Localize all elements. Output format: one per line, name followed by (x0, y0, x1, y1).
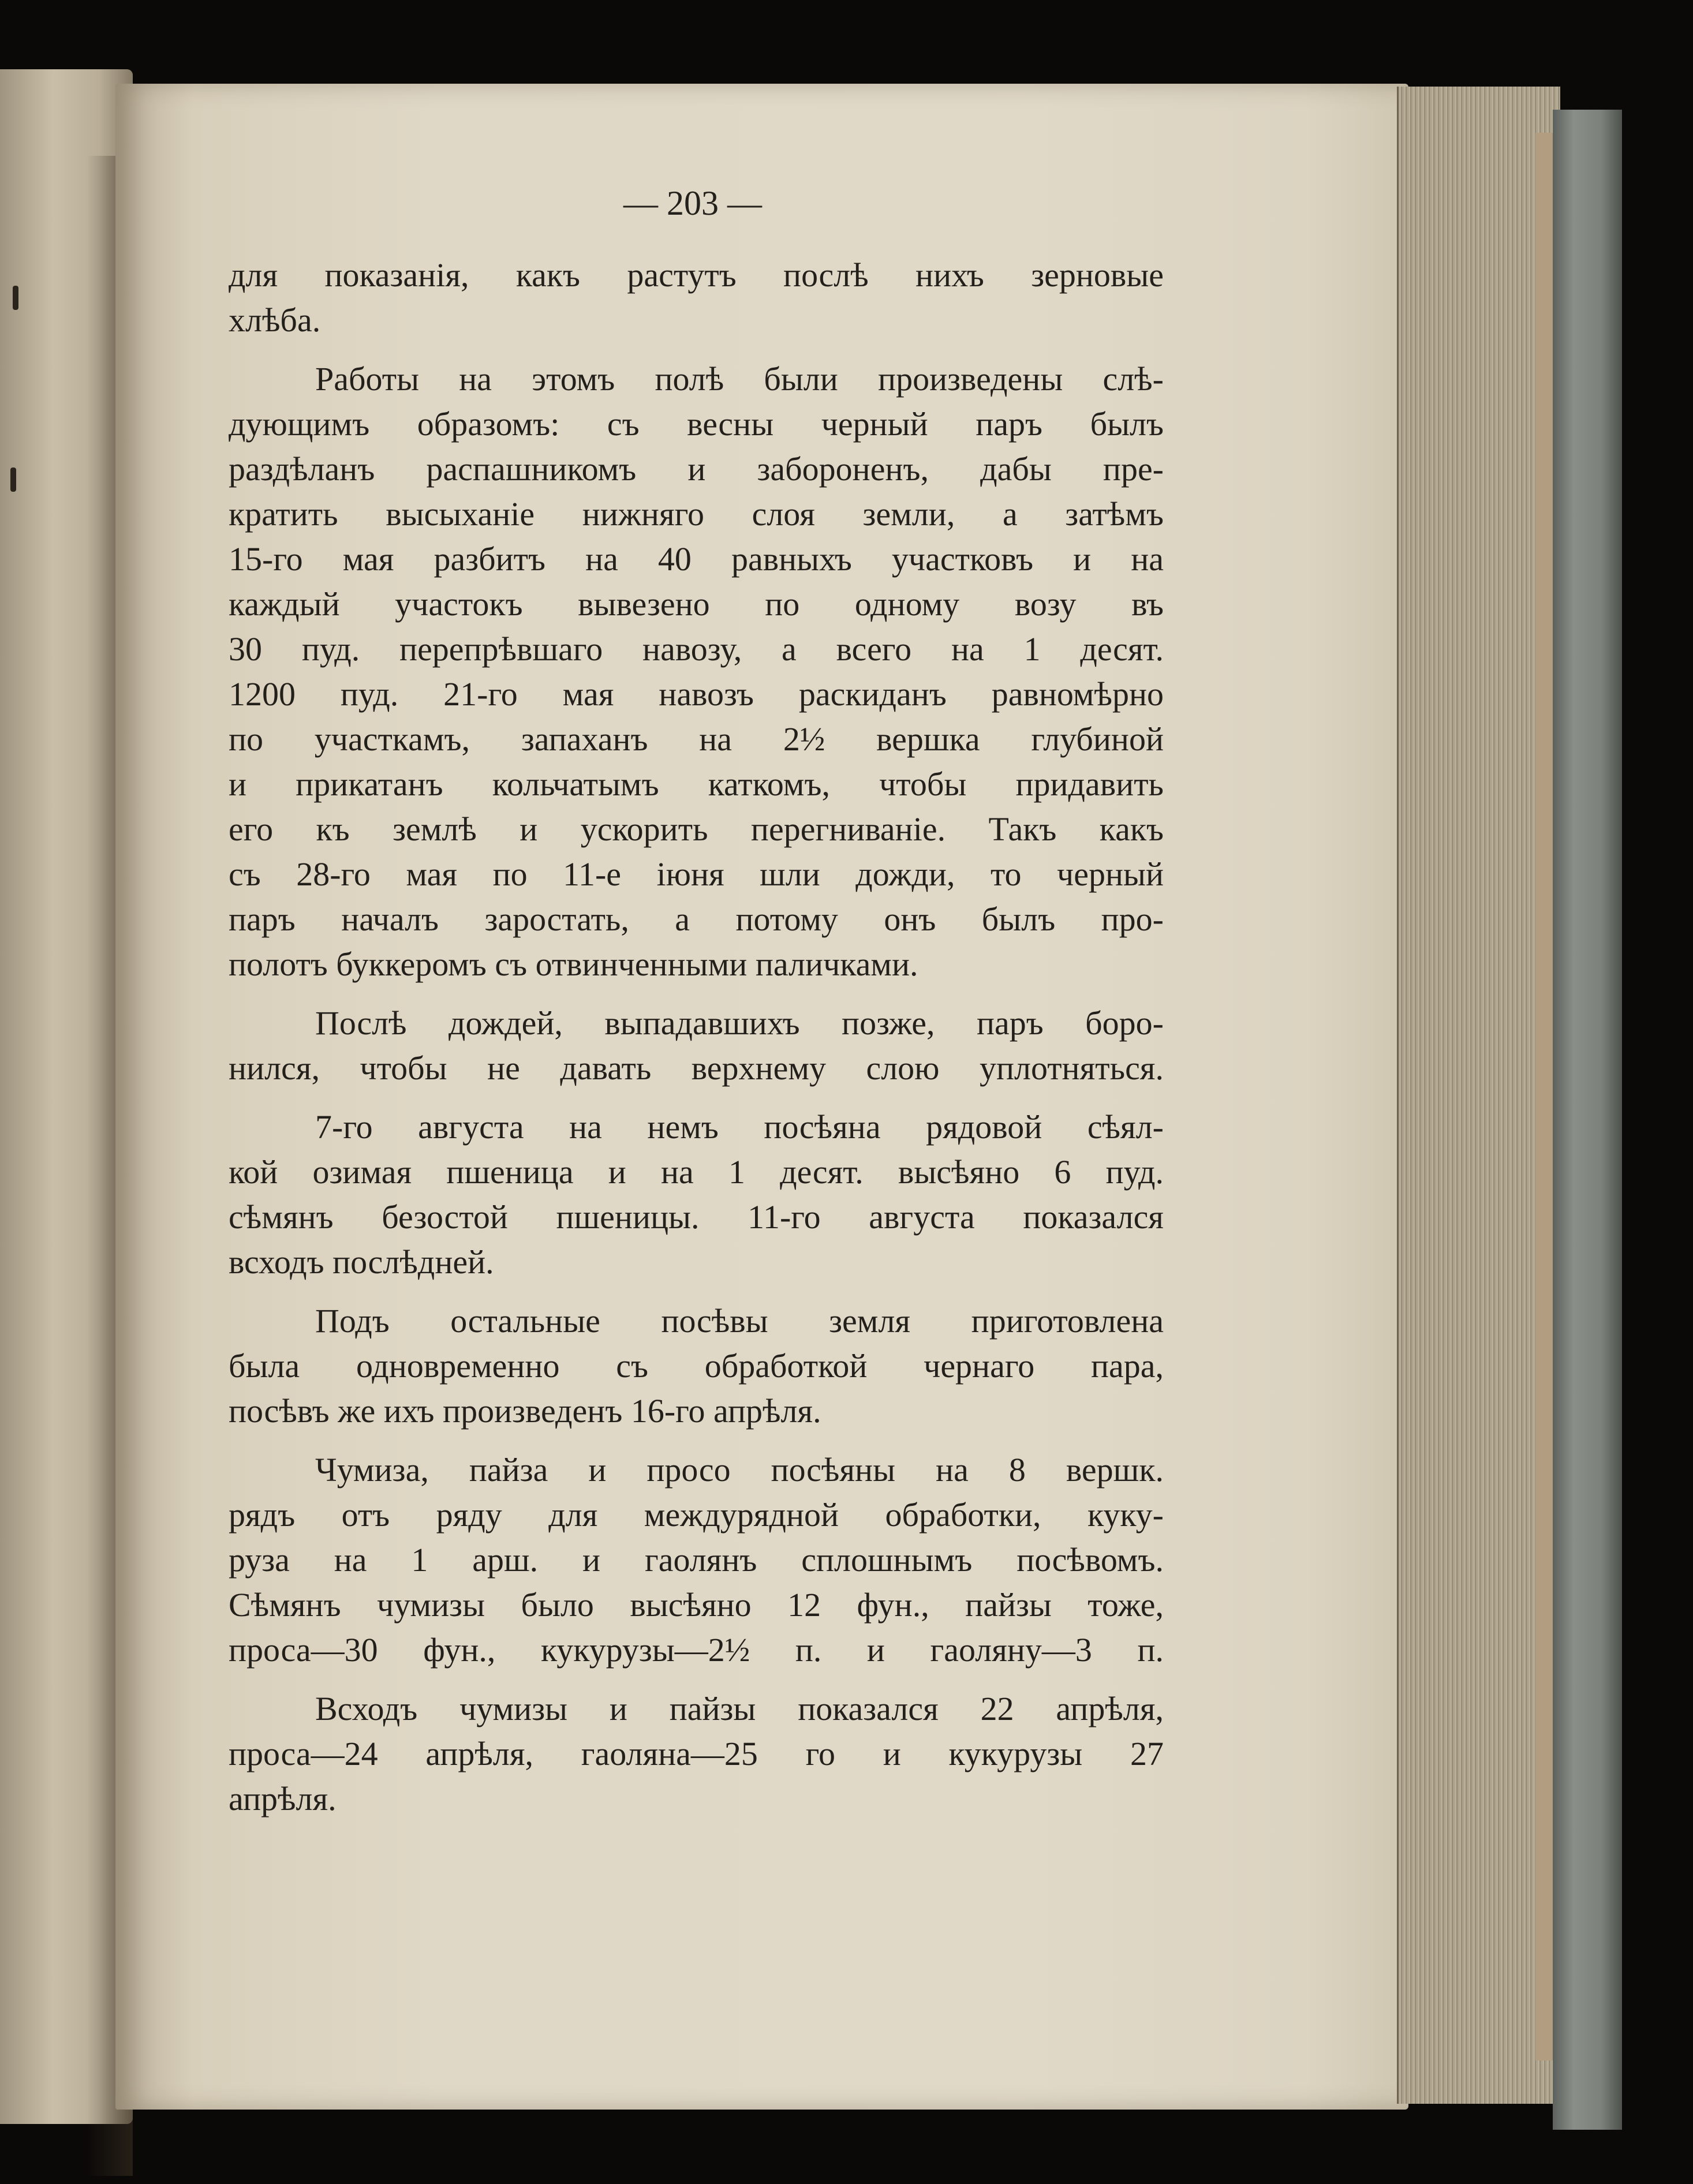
previous-page-edge (0, 69, 133, 2124)
ink-mark (13, 286, 18, 310)
text-line: по участкамъ, запаханъ на 2½ вершка глубиной (229, 720, 1164, 758)
text-line: посѣвъ же ихъ произведенъ 16-го апрѣля. (229, 1392, 821, 1430)
text-line: его къ землѣ и ускорить перегниваніе. Такъ какъ (229, 810, 1164, 848)
book-cover-board (1553, 110, 1622, 2130)
text-line: съ 28-го мая по 11-е іюня шли дожди, то черный (229, 855, 1164, 893)
text-line: Всходъ чумизы и пайзы показался 22 апрѣля, (315, 1690, 1164, 1727)
text-line: всходъ послѣдней. (229, 1243, 494, 1281)
text-line: хлѣба. (229, 301, 321, 339)
text-line: для показанія, какъ растутъ послѣ нихъ зерновые (229, 256, 1164, 294)
text-line: была одновременно съ обработкой чернаго пара, (229, 1347, 1164, 1385)
text-line: нился, чтобы не давать верхнему слою уплотняться. (229, 1049, 1164, 1087)
text-line: каждый участокъ вывезено по одному возу въ (229, 585, 1164, 623)
text-line: руза на 1 арш. и гаолянъ сплошнымъ посѣвомъ. (229, 1541, 1164, 1579)
text-line: дующимъ образомъ: съ весны черный паръ былъ (229, 405, 1164, 443)
text-line: и прикатанъ кольчатымъ каткомъ, чтобы придавить (229, 765, 1164, 803)
text-line: проса—30 фун., кукурузы—2½ п. и гаоляну—3 п. (229, 1631, 1164, 1669)
text-line: паръ началъ заростать, а потому онъ былъ про- (229, 900, 1164, 938)
text-line: Сѣмянъ чумизы было высѣяно 12 фун., пайзы тоже, (229, 1586, 1164, 1624)
text-line: Подъ остальные посѣвы земля приготовлена (315, 1302, 1164, 1340)
text-line: кой озимая пшеница и на 1 десят. высѣяно 6 пуд. (229, 1153, 1164, 1191)
text-line: Послѣ дождей, выпадавшихъ позже, паръ боро- (315, 1004, 1164, 1042)
text-line: 30 пуд. перепрѣвшаго навозу, а всего на 1 десят. (229, 630, 1164, 668)
text-line: Чумиза, пайза и просо посѣяны на 8 вершк. (315, 1451, 1164, 1489)
ink-mark (10, 468, 16, 492)
body-text (229, 253, 1164, 1822)
text-line: проса—24 апрѣля, гаоляна—25 го и кукурузы 27 (229, 1735, 1164, 1772)
page-number: — 203 — (623, 184, 762, 222)
text-line: кратить высыханіе нижняго слоя земли, а затѣмъ (229, 495, 1164, 533)
text-line: Работы на этомъ полѣ были произведены слѣ- (315, 360, 1164, 398)
text-line: рядъ отъ ряду для междурядной обработки, куку- (229, 1496, 1164, 1534)
text-line: 15-го мая разбитъ на 40 равныхъ участковъ и на (229, 540, 1164, 578)
text-line: полотъ буккеромъ съ отвинченными паличками. (229, 945, 918, 983)
text-line: 1200 пуд. 21-го мая навозъ раскиданъ равномѣрно (229, 675, 1164, 713)
text-line: сѣмянъ безостой пшеницы. 11-го августа показался (229, 1198, 1164, 1236)
text-line: 7-го августа на немъ посѣяна рядовой сѣял- (315, 1108, 1164, 1146)
text-line: апрѣля. (229, 1780, 337, 1817)
text-line: раздѣланъ распашникомъ и забороненъ, дабы пре- (229, 450, 1164, 488)
